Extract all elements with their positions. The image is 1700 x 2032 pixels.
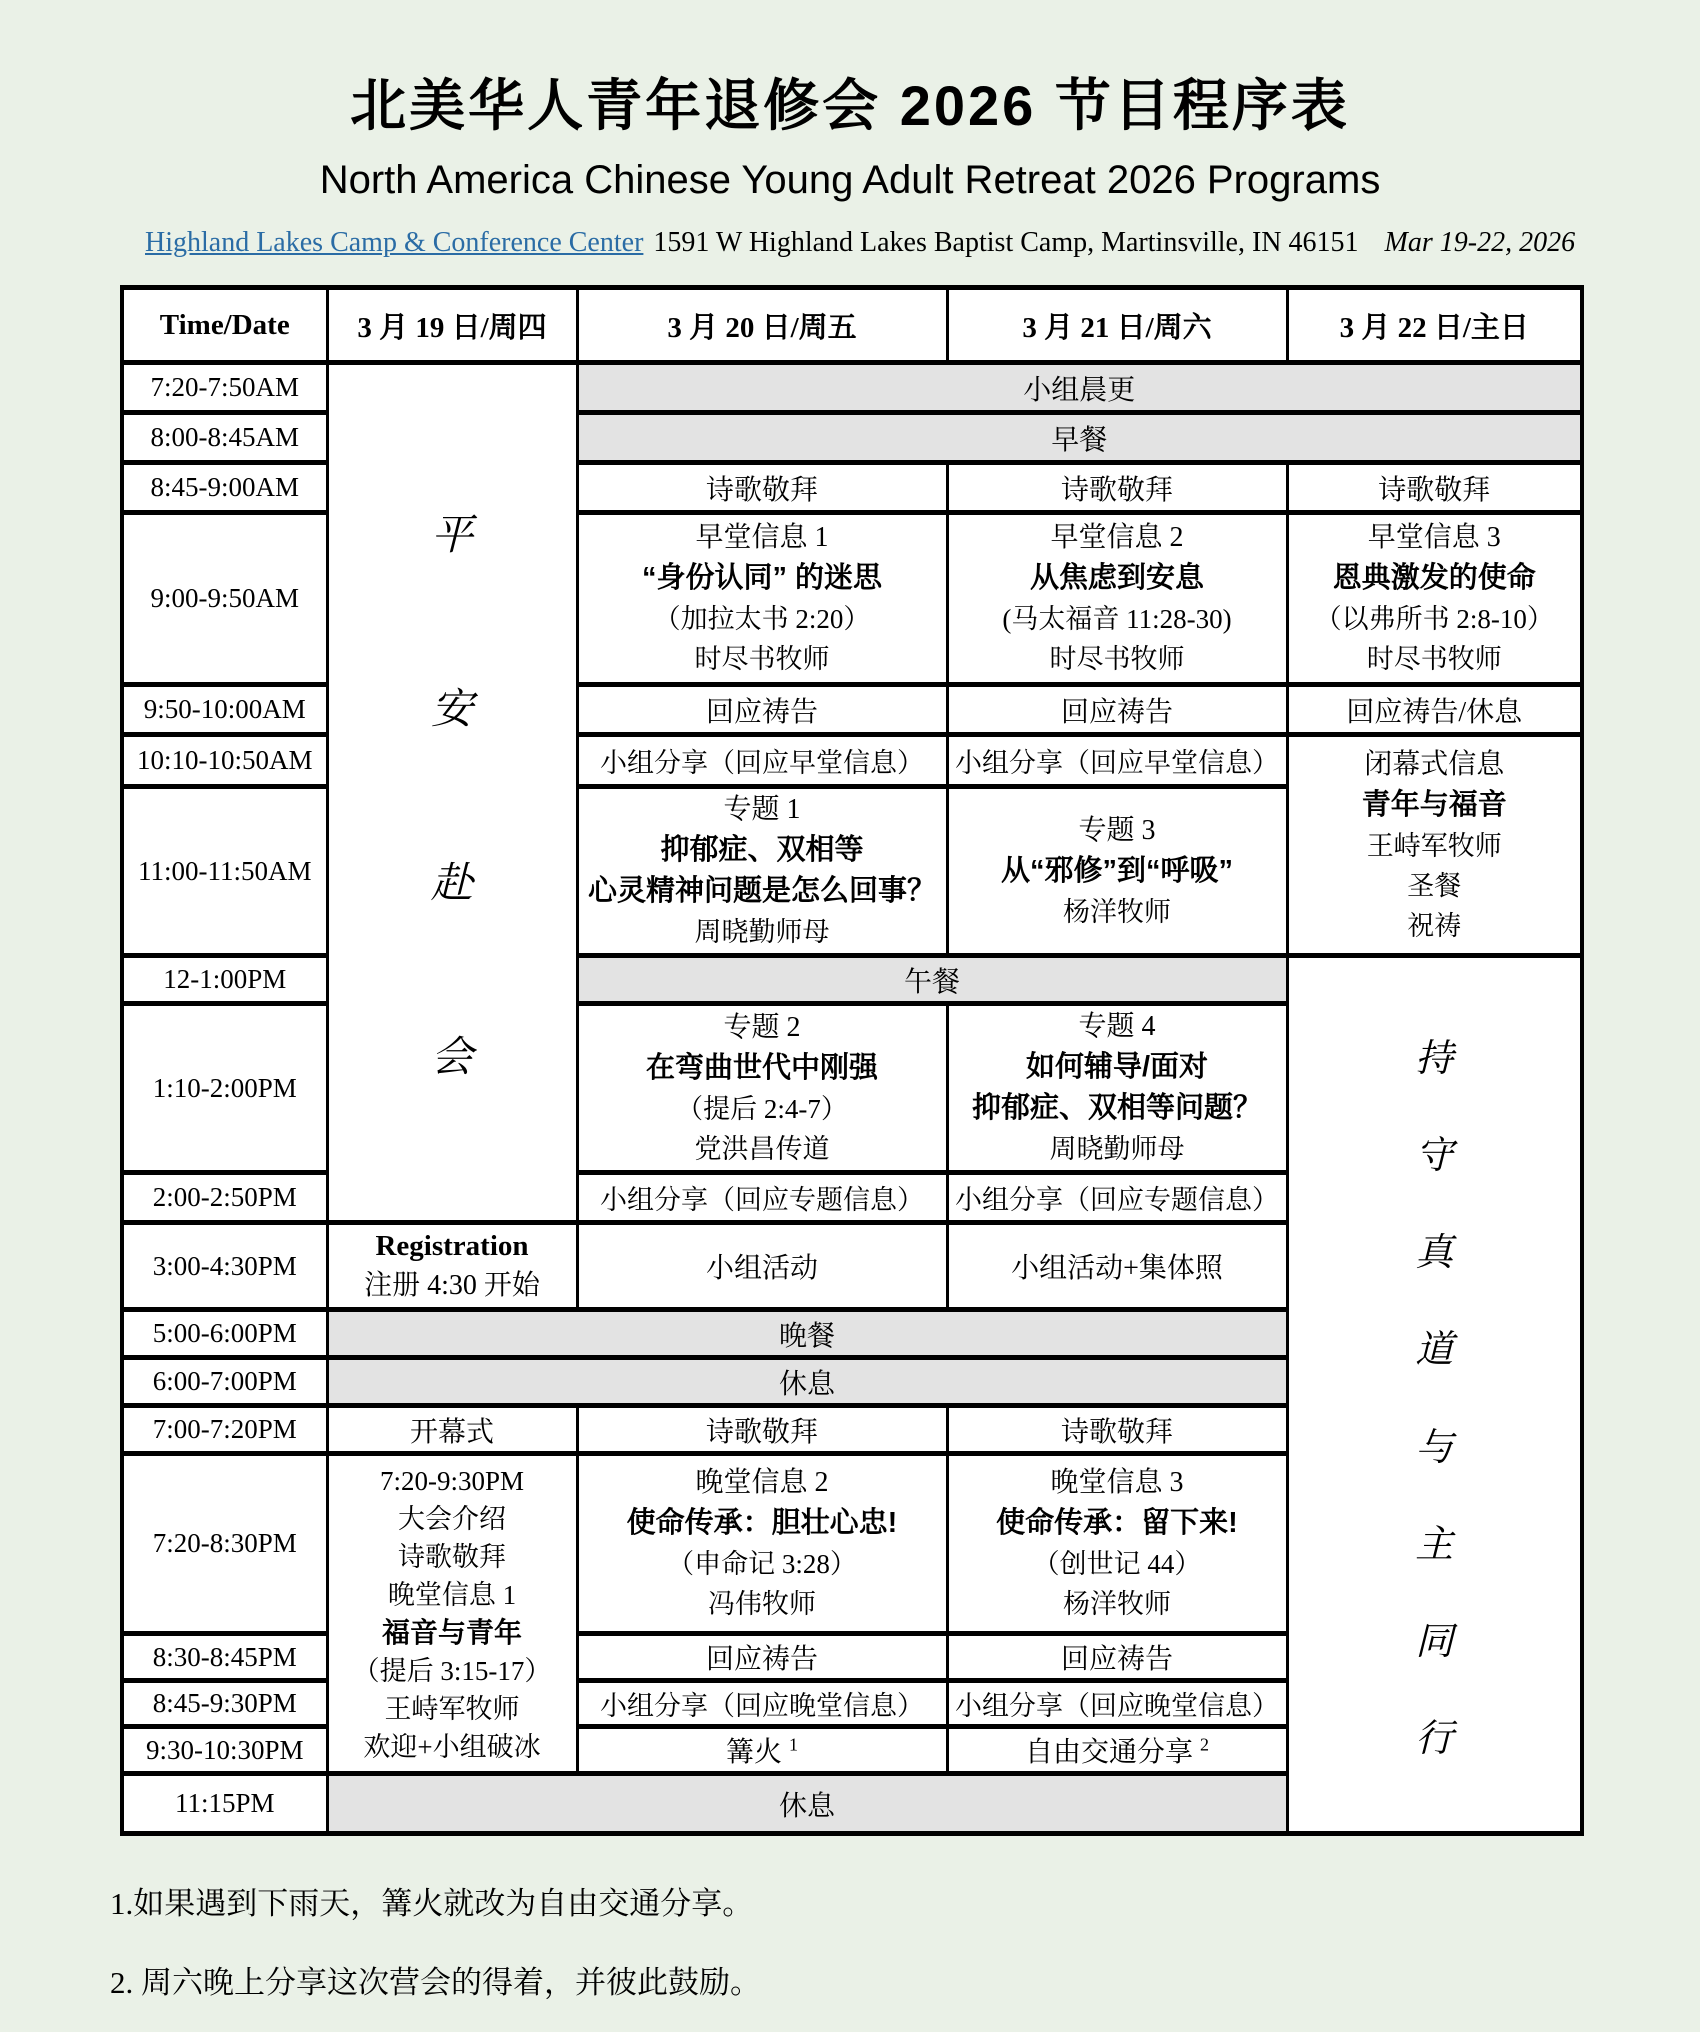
communion-line: 圣餐 (1407, 870, 1462, 901)
cell-sat-group-activity-photo: 小组活动+集体照 (947, 1223, 1287, 1310)
cell-sat-free-fellowship (947, 1727, 1287, 1774)
message-label: 晚堂信息 2 (695, 1467, 829, 1498)
time-845pm: 8:45-9:30PM (122, 1681, 327, 1727)
cell-breakfast: 早餐 (577, 413, 1582, 463)
vertical-char: 安 (430, 686, 473, 733)
vertical-char: 道 (1415, 1329, 1454, 1372)
footnote-marker-1: 1 (789, 1734, 798, 1755)
cell-sat-morning-message-2 (947, 513, 1287, 685)
cell-fri-bonfire (577, 1727, 947, 1774)
cell-fri-group-share-pm: 小组分享（回应晚堂信息） (577, 1681, 947, 1727)
time-300pm: 3:00-4:30PM (122, 1223, 327, 1310)
scripture-ref: （提后 2:4-7） (676, 1093, 848, 1124)
message-title: “身份认同” 的迷思 (641, 562, 883, 594)
topic-title: 抑郁症、双相等问题？ (971, 1092, 1262, 1124)
topic-title: 从“邪修”到“呼吸” (1000, 854, 1233, 887)
topic-label: 专题 1 (723, 794, 801, 825)
speaker: 时尽书牧师 (1049, 644, 1185, 674)
icebreaker-line: 欢迎+小组破冰 (363, 1731, 541, 1762)
cell-fri-response-prayer-am: 回应祷告 (577, 685, 947, 735)
time-1010am: 10:10-10:50AM (122, 735, 327, 787)
time-110pm: 1:10-2:00PM (122, 1004, 327, 1173)
footnotes (110, 1878, 1700, 2002)
vertical-char: 行 (1415, 1718, 1454, 1761)
sun-vertical-text (1291, 985, 1579, 1805)
speaker: 时尽书牧师 (694, 644, 830, 674)
time-800am: 8:00-8:45AM (122, 413, 327, 463)
cell-sat-response-prayer-am: 回应祷告 (947, 685, 1287, 735)
speaker: 王峙军牧师 (384, 1693, 520, 1724)
venue-line (145, 227, 1700, 259)
time-200pm: 2:00-2:50PM (122, 1173, 327, 1223)
vertical-char: 守 (1415, 1134, 1454, 1177)
time-700pm: 7:00-7:20PM (122, 1406, 327, 1454)
speaker: 党洪昌传道 (694, 1133, 830, 1164)
vertical-char: 持 (1415, 1037, 1454, 1080)
vertical-char: 赴 (430, 860, 473, 907)
cell-lunch: 午餐 (577, 956, 1287, 1004)
time-720pm: 7:20-8:30PM (122, 1454, 327, 1634)
cell-thu-evening-program (327, 1454, 577, 1774)
cell-fri-group-share-topic: 小组分享（回应专题信息） (577, 1173, 947, 1223)
vertical-char: 主 (1415, 1523, 1454, 1566)
cell-sat-group-share-pm: 小组分享（回应晚堂信息） (947, 1681, 1287, 1727)
time-600pm: 6:00-7:00PM (122, 1358, 327, 1406)
venue-address: 1591 W Highland Lakes Baptist Camp, Martinsville, IN 46151 (653, 227, 1359, 258)
scripture-ref: （申命记 3:28） (667, 1549, 857, 1579)
time-950am: 9:50-10:00AM (122, 685, 327, 735)
topic-label: 专题 3 (1078, 814, 1156, 846)
registration-note: 注册 4:30 开始 (364, 1270, 540, 1301)
cell-fri-evening-message-2 (577, 1454, 947, 1634)
cell-break-evening: 休息 (327, 1358, 1287, 1406)
cell-sat-evening-message-3 (947, 1454, 1287, 1634)
scripture-ref: （加拉太书 2:20） (653, 604, 871, 634)
message-title: 福音与青年 (381, 1616, 522, 1648)
time-1100am: 11:00-11:50AM (122, 787, 327, 956)
vertical-char: 与 (1415, 1426, 1454, 1469)
topic-title: 如何辅导/面对 (1025, 1051, 1209, 1083)
row-720am (122, 363, 1582, 413)
cell-sat-worship-pm: 诗歌敬拜 (947, 1406, 1287, 1454)
vertical-char: 真 (1415, 1232, 1454, 1275)
speaker: 王峙军牧师 (1366, 830, 1502, 861)
message-label: 早堂信息 3 (1367, 522, 1501, 553)
cell-sat-worship-am: 诗歌敬拜 (947, 463, 1287, 513)
column-header-friday: 3 月 20 日/周五 (577, 288, 947, 363)
date-range: Mar 19-22, 2026 (1384, 227, 1576, 258)
schedule-table (120, 285, 1584, 1836)
program-line: 大会介绍 (398, 1503, 506, 1534)
cell-fri-morning-message-1 (577, 513, 947, 685)
vertical-char: 会 (430, 1034, 473, 1081)
scripture-ref: （提后 3:15-17） (352, 1655, 552, 1686)
message-title: 恩典激发的使命 (1332, 562, 1536, 594)
cell-sat-group-share-topic: 小组分享（回应专题信息） (947, 1173, 1287, 1223)
time-845am: 8:45-9:00AM (122, 463, 327, 513)
message-title: 从焦虑到安息 (1029, 562, 1204, 594)
vertical-char: 同 (1415, 1621, 1454, 1664)
cell-thu-registration (327, 1223, 577, 1310)
footnote-2: 2. 周六晚上分享这次营会的得着，并彼此鼓励。 (110, 1965, 761, 2000)
thu-vertical-text (331, 388, 574, 1198)
topic-title: 在弯曲世代中刚强 (645, 1051, 878, 1084)
cell-sun-morning-message-3 (1287, 513, 1582, 685)
cell-sat-response-prayer-pm: 回应祷告 (947, 1634, 1287, 1681)
message-label: 晚堂信息 3 (1050, 1467, 1184, 1498)
topic-title: 心灵精神问题是怎么回事？ (587, 875, 936, 907)
scripture-ref: （以弗所书 2:8-10） (1314, 604, 1554, 634)
time-930pm: 9:30-10:30PM (122, 1727, 327, 1774)
cell-fri-topic-2 (577, 1004, 947, 1173)
speaker: 周晓勤师母 (694, 917, 830, 947)
time-830pm: 8:30-8:45PM (122, 1634, 327, 1681)
closing-label: 闭幕式信息 (1364, 748, 1505, 780)
closing-title: 青年与福音 (1361, 788, 1507, 821)
speaker: 时尽书牧师 (1366, 644, 1502, 674)
time-1115pm: 11:15PM (122, 1774, 327, 1834)
cell-fri-topic-1 (577, 787, 947, 956)
cell-sat-topic-3 (947, 787, 1287, 956)
vertical-char: 平 (430, 512, 473, 559)
topic-title: 抑郁症、双相等 (660, 834, 864, 866)
speaker: 冯伟牧师 (708, 1589, 816, 1619)
cell-fri-group-share-am: 小组分享（回应早堂信息） (577, 735, 947, 787)
registration-label: Registration (375, 1230, 529, 1262)
column-header-time: Time/Date (122, 288, 327, 363)
footnote-marker-2: 2 (1200, 1734, 1209, 1755)
message-title: 使命传承：留下来! (996, 1507, 1238, 1539)
header-row (122, 288, 1582, 363)
topic-label: 专题 4 (1078, 1011, 1156, 1042)
cell-sun-theme (1287, 956, 1582, 1834)
cell-sun-response-prayer-break: 回应祷告/休息 (1287, 685, 1582, 735)
column-header-saturday: 3 月 21 日/周六 (947, 288, 1287, 363)
fellowship-label: 自由交通分享 (1024, 1737, 1193, 1768)
cell-thu-travel (327, 363, 577, 1223)
bonfire-label: 篝火 (725, 1737, 782, 1768)
benediction-line: 祝祷 (1407, 910, 1462, 941)
time-12pm: 12-1:00PM (122, 956, 327, 1004)
cell-sat-group-share-am: 小组分享（回应早堂信息） (947, 735, 1287, 787)
cell-rest-night: 休息 (327, 1774, 1287, 1834)
time-900am: 9:00-9:50AM (122, 513, 327, 685)
page-title: 北美华人青年退修会 2026 节目程序表 (350, 74, 1350, 137)
cell-morning-devotion: 小组晨更 (577, 363, 1582, 413)
topic-label: 专题 2 (723, 1011, 801, 1043)
cell-sun-closing-ceremony (1287, 735, 1582, 956)
time-500pm: 5:00-6:00PM (122, 1310, 327, 1358)
message-label: 早堂信息 1 (695, 522, 829, 553)
speaker: 杨洋牧师 (1063, 896, 1171, 927)
column-header-sunday: 3 月 22 日/主日 (1287, 288, 1582, 363)
message-label: 早堂信息 2 (1050, 522, 1184, 553)
page-subtitle: North America Chinese Young Adult Retreat 2026 Programs (319, 158, 1381, 202)
cell-sat-topic-4 (947, 1004, 1287, 1173)
venue-link[interactable]: Highland Lakes Camp & Conference Center (145, 227, 644, 258)
speaker: 杨洋牧师 (1063, 1589, 1171, 1619)
cell-fri-worship-pm: 诗歌敬拜 (577, 1406, 947, 1454)
cell-fri-worship-am: 诗歌敬拜 (577, 463, 947, 513)
scripture-ref: （创世记 44） (1032, 1549, 1202, 1579)
program-line: 诗歌敬拜 (398, 1541, 506, 1572)
scripture-ref: (马太福音 11:28-30) (1002, 604, 1232, 634)
cell-dinner: 晚餐 (327, 1310, 1287, 1358)
message-title: 使命传承：胆壮心忠! (626, 1507, 898, 1539)
time-720am: 7:20-7:50AM (122, 363, 327, 413)
cell-fri-group-activity: 小组活动 (577, 1223, 947, 1310)
cell-sun-worship-am: 诗歌敬拜 (1287, 463, 1582, 513)
column-header-thursday: 3 月 19 日/周四 (327, 288, 577, 363)
cell-thu-opening-ceremony: 开幕式 (327, 1406, 577, 1454)
program-line: 7:20-9:30PM (379, 1465, 525, 1496)
footnote-1: 1.如果遇到下雨天，篝火就改为自由交通分享。 (110, 1886, 754, 1921)
cell-fri-response-prayer-pm: 回应祷告 (577, 1634, 947, 1681)
program-line: 晚堂信息 1 (387, 1579, 517, 1610)
speaker: 周晓勤师母 (1049, 1134, 1185, 1164)
